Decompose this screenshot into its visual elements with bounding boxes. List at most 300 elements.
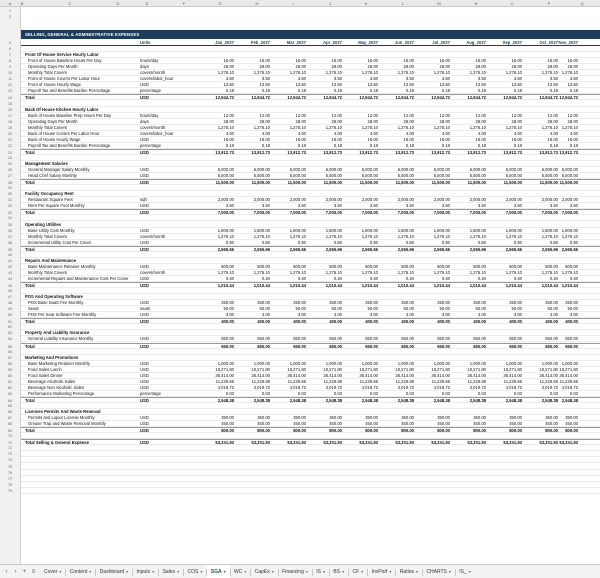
row-number[interactable]: 71 [8,441,12,446]
row-number[interactable]: 42 [8,264,12,269]
value-cell[interactable]: 4,019.72 [361,384,378,390]
value-cell[interactable]: 7,000.00 [217,210,234,216]
value-cell[interactable]: 1,276.10 [469,124,486,130]
value-cell[interactable]: 18.00 [295,136,306,142]
value-cell[interactable]: 18.00 [567,136,578,142]
row-number[interactable]: 50 [8,313,12,318]
row-number[interactable]: 45 [8,284,12,288]
chevron-down-icon[interactable]: ▾ [323,570,325,574]
value-cell[interactable]: 4.00 [549,130,558,136]
value-cell[interactable]: 1,800.00 [469,227,486,233]
value-cell[interactable]: 12,944.72 [503,95,522,101]
value-cell[interactable]: 4,019.72 [541,384,558,390]
value-cell[interactable]: 12,944.72 [323,95,342,101]
value-cell[interactable]: 4.00 [513,130,522,136]
value-cell[interactable]: 6,000.00 [361,167,378,173]
value-cell[interactable]: 800.00 [509,428,522,434]
row-number[interactable]: 39 [8,247,12,252]
value-cell[interactable]: 3.50 [549,203,558,209]
value-cell[interactable]: 28.00 [367,118,378,124]
row-number[interactable]: 18 [8,119,12,124]
value-cell[interactable]: 12,944.72 [559,95,578,101]
value-cell[interactable]: 650.00 [221,336,234,342]
row-number[interactable]: 73 [8,452,12,457]
sheet-tab-cos[interactable] [184,565,207,578]
value-cell[interactable]: 0.18 [297,88,306,94]
unit-cell[interactable]: USD [140,343,149,349]
value-cell[interactable]: 1,276.10 [217,233,234,239]
line-item-label[interactable]: Monthly Total Covers [28,269,68,275]
value-cell[interactable]: 250.00 [221,300,234,306]
value-cell[interactable]: 3.00 [405,312,414,318]
value-cell[interactable]: 28.00 [475,118,486,124]
chevron-down-icon[interactable]: ▾ [223,569,226,574]
unit-cell[interactable]: USD [140,239,149,245]
value-cell[interactable]: 7,000.00 [561,210,578,216]
value-cell[interactable]: 18.00 [367,136,378,142]
value-cell[interactable]: 6,000.00 [433,167,450,173]
value-cell[interactable]: 16.00 [439,58,450,64]
value-cell[interactable]: 3.50 [441,203,450,209]
value-cell[interactable]: 400.00 [437,319,450,325]
unit-cell[interactable]: percentage [140,390,161,396]
value-cell[interactable]: 1,010.44 [433,283,450,288]
value-cell[interactable]: 4,019.72 [253,384,270,390]
line-item-label[interactable]: Back of House Baseline Prep Hours Per Day [28,112,112,118]
chevron-down-icon[interactable]: ▾ [271,570,274,574]
value-cell[interactable]: 16.00 [475,58,486,64]
unit-cell[interactable]: covers/labor_hour [140,130,174,136]
value-cell[interactable]: 13.50 [403,82,414,88]
row-number[interactable]: 8 [9,59,11,64]
row-number[interactable]: 21 [8,137,12,142]
value-cell[interactable]: 1,010.44 [541,283,558,288]
value-cell[interactable]: 250.00 [401,300,414,306]
row-number[interactable]: 27 [8,174,12,179]
value-cell[interactable]: 1,276.10 [433,233,450,239]
value-cell[interactable]: 10,271.80 [323,366,342,372]
value-cell[interactable]: 2,548.38 [325,397,342,403]
value-cell[interactable]: 1,276.10 [505,233,522,239]
row-number[interactable]: 77 [8,476,12,481]
value-cell[interactable]: 5,500.00 [289,173,306,179]
sheet-tab-dashboard[interactable] [96,565,132,578]
section-title[interactable]: Licenses Permits And Waste Removal [25,409,101,415]
value-cell[interactable]: 1,276.10 [541,70,558,76]
value-cell[interactable]: 450.00 [401,421,414,427]
value-cell[interactable]: 11,500.00 [395,180,414,186]
value-cell[interactable]: 350.00 [401,415,414,421]
line-item-label[interactable]: Front of House Baseline Hours Per Day [28,58,102,64]
chevron-down-icon[interactable]: ▾ [416,570,418,574]
total-label[interactable]: Total [25,95,35,101]
value-cell[interactable]: 0.03 [477,390,486,396]
row-number[interactable]: 16 [8,107,12,112]
value-cell[interactable]: 400.00 [565,319,578,325]
unit-cell[interactable]: USD [140,319,149,325]
value-cell[interactable]: 11,500.00 [503,180,522,186]
value-cell[interactable]: 4.00 [333,130,342,136]
value-cell[interactable]: 2,548.38 [469,397,486,403]
value-cell[interactable]: 1,276.10 [433,124,450,130]
value-cell[interactable]: 3.50 [477,76,486,82]
unit-cell[interactable]: USD [140,336,149,342]
value-cell[interactable]: 1,276.10 [397,70,414,76]
value-cell[interactable]: 2,000.00 [433,197,450,203]
row-number[interactable]: 56 [8,349,12,354]
row-number[interactable]: 72 [8,446,12,451]
value-cell[interactable]: 0.03 [549,390,558,396]
value-cell[interactable]: 28.00 [259,64,270,70]
value-cell[interactable]: 0.18 [369,142,378,148]
value-cell[interactable]: 400.00 [257,319,270,325]
value-cell[interactable]: 650.00 [365,336,378,342]
value-cell[interactable]: 53,331.93 [467,440,486,446]
line-item-label[interactable]: Rent Per Square Foot Monthly [28,203,85,209]
value-cell[interactable]: 650.00 [365,343,378,349]
value-cell[interactable]: 10,271.80 [215,366,234,372]
row-number[interactable]: 60 [8,373,12,378]
value-cell[interactable]: 3.50 [333,203,342,209]
value-cell[interactable]: 500.00 [329,263,342,269]
value-cell[interactable]: 1,000.00 [289,360,306,366]
row-number[interactable]: 37 [8,234,12,239]
value-cell[interactable]: 0.18 [405,88,414,94]
value-cell[interactable]: 10,271.80 [467,366,486,372]
value-cell[interactable]: 1,010.44 [505,283,522,288]
value-cell[interactable]: 3.50 [405,76,414,82]
value-cell[interactable]: 0.18 [441,88,450,94]
value-cell[interactable]: 800.00 [329,428,342,434]
value-cell[interactable]: 12,944.72 [251,95,270,101]
line-item-label[interactable]: Front of House Hourly Wage [28,82,81,88]
value-cell[interactable]: 4.00 [261,130,270,136]
value-cell[interactable]: 11,229.68 [251,378,270,384]
sheet-tab-sales[interactable] [159,565,183,578]
sheet-tab-capex[interactable] [251,565,278,578]
column-header-k[interactable]: K [364,1,368,6]
value-cell[interactable]: 53,331.93 [359,440,378,446]
value-cell[interactable]: 28.00 [511,64,522,70]
value-cell[interactable]: 0.60 [477,239,486,245]
value-cell[interactable]: 0.60 [569,239,578,245]
line-item-label[interactable]: General Manager Salary Monthly [28,167,90,173]
row-number[interactable]: 57 [8,355,12,360]
unit-cell[interactable]: seats [140,306,151,312]
value-cell[interactable]: 1,276.10 [469,70,486,76]
total-label[interactable]: Total [25,428,35,434]
value-cell[interactable]: 2,000.00 [217,197,234,203]
value-cell[interactable]: 4,019.72 [469,384,486,390]
value-cell[interactable]: 500.00 [221,263,234,269]
value-cell[interactable]: 3.00 [333,312,342,318]
value-cell[interactable]: 4.00 [441,130,450,136]
value-cell[interactable]: 0.18 [405,142,414,148]
row-number[interactable]: 33 [8,211,12,216]
value-cell[interactable]: 650.00 [565,343,578,349]
value-cell[interactable]: 13.50 [475,82,486,88]
unit-cell[interactable]: covers/labor_hour [140,76,174,82]
unit-cell[interactable]: hours/day [140,112,159,118]
value-cell[interactable]: 450.00 [329,421,342,427]
value-cell[interactable]: 1,800.00 [505,227,522,233]
value-cell[interactable]: 0.40 [405,275,414,281]
value-cell[interactable]: 450.00 [221,421,234,427]
value-cell[interactable]: 53,331.93 [395,440,414,446]
row-number[interactable]: 48 [8,301,12,306]
total-label[interactable]: Total [25,343,35,349]
value-cell[interactable]: 400.00 [473,319,486,325]
value-cell[interactable]: 0.60 [513,239,522,245]
value-cell[interactable]: 1,800.00 [289,227,306,233]
value-cell[interactable]: 53,331.93 [323,440,342,446]
value-cell[interactable]: 13.50 [367,82,378,88]
sheet-tab-invperf[interactable] [368,565,396,578]
value-cell[interactable]: 18.00 [547,136,558,142]
unit-cell[interactable]: USD [140,173,149,179]
value-cell[interactable]: 0.03 [261,390,270,396]
value-cell[interactable]: 1,800.00 [217,227,234,233]
value-cell[interactable]: 3.00 [513,312,522,318]
unit-cell[interactable]: USD [140,180,149,186]
value-cell[interactable]: 28.00 [439,64,450,70]
line-item-label[interactable]: Beverage Non Alcoholic Sales [28,384,85,390]
value-cell[interactable]: 36,414.00 [251,372,270,378]
section-title[interactable]: Front Of House Service Hourly Labor [25,52,99,58]
value-cell[interactable]: 3.00 [569,312,578,318]
row-number[interactable]: 13 [8,89,12,94]
value-cell[interactable]: 1,276.10 [561,269,578,275]
value-cell[interactable]: 12.00 [567,112,578,118]
value-cell[interactable]: 5,500.00 [397,173,414,179]
value-cell[interactable]: 6,000.00 [217,167,234,173]
row-number[interactable]: 53 [8,331,12,336]
row-number[interactable]: 55 [8,344,12,349]
value-cell[interactable]: 0.40 [297,275,306,281]
value-cell[interactable]: 1,276.10 [505,70,522,76]
value-cell[interactable]: 5,500.00 [253,173,270,179]
value-cell[interactable]: 0.18 [569,88,578,94]
value-cell[interactable]: 12,944.72 [287,95,306,101]
value-cell[interactable]: 0.18 [441,142,450,148]
unit-cell[interactable]: percentage [140,142,161,148]
value-cell[interactable]: 11,500.00 [251,180,270,186]
value-cell[interactable]: 650.00 [401,343,414,349]
value-cell[interactable]: 1,010.44 [397,283,414,288]
value-cell[interactable]: 800.00 [437,428,450,434]
unit-cell[interactable]: days [140,118,149,124]
line-item-label[interactable]: Payroll Tax and Benefits Burden Percentage [28,142,111,148]
value-cell[interactable]: 10,271.80 [431,366,450,372]
value-cell[interactable]: 6,000.00 [561,167,578,173]
value-cell[interactable]: 28.00 [403,118,414,124]
value-cell[interactable]: 28.00 [475,64,486,70]
value-cell[interactable]: 6,000.00 [505,167,522,173]
value-cell[interactable]: 3.50 [405,203,414,209]
row-number[interactable]: 75 [8,464,12,469]
value-cell[interactable]: 13,912.73 [251,149,270,155]
value-cell[interactable]: 250.00 [509,300,522,306]
value-cell[interactable]: 36,414.00 [431,372,450,378]
value-cell[interactable]: 2,000.00 [325,197,342,203]
value-cell[interactable]: 0.40 [477,275,486,281]
value-cell[interactable]: 650.00 [293,343,306,349]
row-number[interactable]: 51 [8,320,12,325]
column-header-d[interactable]: D [116,1,120,6]
line-item-label[interactable]: Performance Marketing Percentage [28,390,95,396]
value-cell[interactable]: 350.00 [365,415,378,421]
value-cell[interactable]: 11,229.68 [539,378,558,384]
value-cell[interactable]: 28.00 [567,118,578,124]
value-cell[interactable]: 0.40 [225,275,234,281]
value-cell[interactable]: 350.00 [221,415,234,421]
value-cell[interactable]: 800.00 [473,428,486,434]
value-cell[interactable]: 350.00 [293,415,306,421]
value-cell[interactable]: 12.00 [331,112,342,118]
chevron-down-icon[interactable]: ▾ [59,570,62,574]
row-number[interactable]: 40 [8,252,12,257]
row-number[interactable]: 43 [8,270,12,275]
unit-cell[interactable]: USD [140,312,149,318]
value-cell[interactable]: 450.00 [509,421,522,427]
sheet-tab-inputs[interactable] [133,565,159,578]
value-cell[interactable]: 1,276.10 [217,70,234,76]
value-cell[interactable]: 3.50 [261,76,270,82]
value-cell[interactable]: 13.50 [295,82,306,88]
value-cell[interactable]: 2,548.38 [561,397,578,403]
value-cell[interactable]: 36,414.00 [539,372,558,378]
value-cell[interactable]: 3.50 [333,76,342,82]
value-cell[interactable]: 0.18 [513,142,522,148]
line-item-label[interactable]: Base Maintenance Retainer Monthly [28,263,96,269]
value-cell[interactable]: 0.18 [225,142,234,148]
value-cell[interactable]: 7,000.00 [469,210,486,216]
value-cell[interactable]: 11,500.00 [215,180,234,186]
value-cell[interactable]: 3.50 [513,203,522,209]
value-cell[interactable]: 18.00 [511,136,522,142]
value-cell[interactable]: 11,229.68 [503,378,522,384]
value-cell[interactable]: 7,000.00 [397,210,414,216]
value-cell[interactable]: 1,276.10 [217,124,234,130]
unit-cell[interactable]: percentage [140,88,161,94]
unit-cell[interactable]: USD [140,372,149,378]
row-number[interactable]: 14 [8,96,12,101]
value-cell[interactable]: 5,500.00 [541,173,558,179]
sheet-tab-wc[interactable] [230,565,250,578]
value-cell[interactable]: 450.00 [365,421,378,427]
value-cell[interactable]: 1,276.10 [325,70,342,76]
value-cell[interactable]: 350.00 [329,415,342,421]
value-cell[interactable]: 1,276.10 [505,124,522,130]
value-cell[interactable]: 6,000.00 [397,167,414,173]
value-cell[interactable]: 350.00 [473,415,486,421]
value-cell[interactable]: 3.00 [225,312,234,318]
value-cell[interactable]: 650.00 [509,343,522,349]
value-cell[interactable]: 2,565.66 [253,246,270,252]
value-cell[interactable]: 7,000.00 [541,210,558,216]
value-cell[interactable]: 650.00 [257,336,270,342]
row-number[interactable]: 65 [8,404,12,408]
row-number[interactable]: 28 [8,181,12,186]
value-cell[interactable]: 1,000.00 [397,360,414,366]
row-number[interactable]: 49 [8,307,12,312]
value-cell[interactable]: 13.50 [223,82,234,88]
row-number[interactable]: 58 [8,361,12,366]
value-cell[interactable]: 16.00 [223,58,234,64]
line-item-label[interactable]: Seats [28,306,39,312]
value-cell[interactable]: 1,276.10 [361,233,378,239]
value-cell[interactable]: 36,414.00 [323,372,342,378]
value-cell[interactable]: 1,276.10 [505,269,522,275]
value-cell[interactable]: 0.03 [441,390,450,396]
value-cell[interactable]: 650.00 [293,336,306,342]
value-cell[interactable]: 350.00 [545,415,558,421]
value-cell[interactable]: 0.03 [513,390,522,396]
value-cell[interactable]: 1,000.00 [325,360,342,366]
value-cell[interactable]: 0.18 [513,88,522,94]
row-number[interactable]: 35 [8,222,12,227]
sheet-tab-is[interactable] [312,565,329,578]
line-item-label[interactable]: Front of House Covers Per Labor Hour [28,76,100,82]
value-cell[interactable]: 2,000.00 [397,197,414,203]
value-cell[interactable]: 1,000.00 [253,360,270,366]
value-cell[interactable]: 4,019.72 [505,384,522,390]
value-cell[interactable]: 28.00 [547,118,558,124]
row-number[interactable]: 68 [8,422,12,427]
row-number[interactable]: 9 [9,65,11,70]
value-cell[interactable]: 36,414.00 [559,372,578,378]
value-cell[interactable]: 16.00 [259,58,270,64]
row-number[interactable]: 29 [8,186,12,191]
value-cell[interactable]: 1,276.10 [289,233,306,239]
chevron-down-icon[interactable]: ▾ [244,570,247,574]
row-number[interactable]: 22 [8,143,12,148]
value-cell[interactable]: 10,271.80 [251,366,270,372]
section-title[interactable]: Marketing And Promotions [25,354,79,360]
value-cell[interactable]: 2,565.66 [469,246,486,252]
value-cell[interactable]: 53,331.93 [503,440,522,446]
value-cell[interactable]: 5,500.00 [505,173,522,179]
value-cell[interactable]: 11,229.68 [395,378,414,384]
value-cell[interactable]: 3.50 [513,76,522,82]
line-item-label[interactable]: General Liability Insurance Monthly [28,336,94,342]
value-cell[interactable]: 12,944.72 [431,95,450,101]
unit-cell[interactable]: USD [140,378,149,384]
value-cell[interactable]: 13,912.73 [215,149,234,155]
value-cell[interactable]: 500.00 [509,263,522,269]
row-number[interactable]: 61 [8,379,12,384]
value-cell[interactable]: 1,276.10 [541,233,558,239]
value-cell[interactable]: 500.00 [473,263,486,269]
value-cell[interactable]: 350.00 [437,415,450,421]
value-cell[interactable]: 2,548.38 [361,397,378,403]
value-cell[interactable]: 16.00 [331,58,342,64]
value-cell[interactable]: 350.00 [509,415,522,421]
line-item-label[interactable]: Base Utility Cost Monthly [28,227,75,233]
value-cell[interactable]: 650.00 [329,343,342,349]
row-number[interactable]: 25 [8,162,12,166]
value-cell[interactable]: 2,548.38 [217,397,234,403]
value-cell[interactable]: 12,944.72 [395,95,414,101]
value-cell[interactable]: 5,500.00 [433,173,450,179]
chevron-down-icon[interactable]: ▾ [342,570,344,574]
value-cell[interactable]: 6,000.00 [253,167,270,173]
value-cell[interactable]: 12.00 [475,112,486,118]
value-cell[interactable]: 50.00 [439,306,450,312]
value-cell[interactable]: 53,331.93 [251,440,270,446]
value-cell[interactable]: 3.50 [225,203,234,209]
unit-cell[interactable]: sqft [140,197,147,203]
